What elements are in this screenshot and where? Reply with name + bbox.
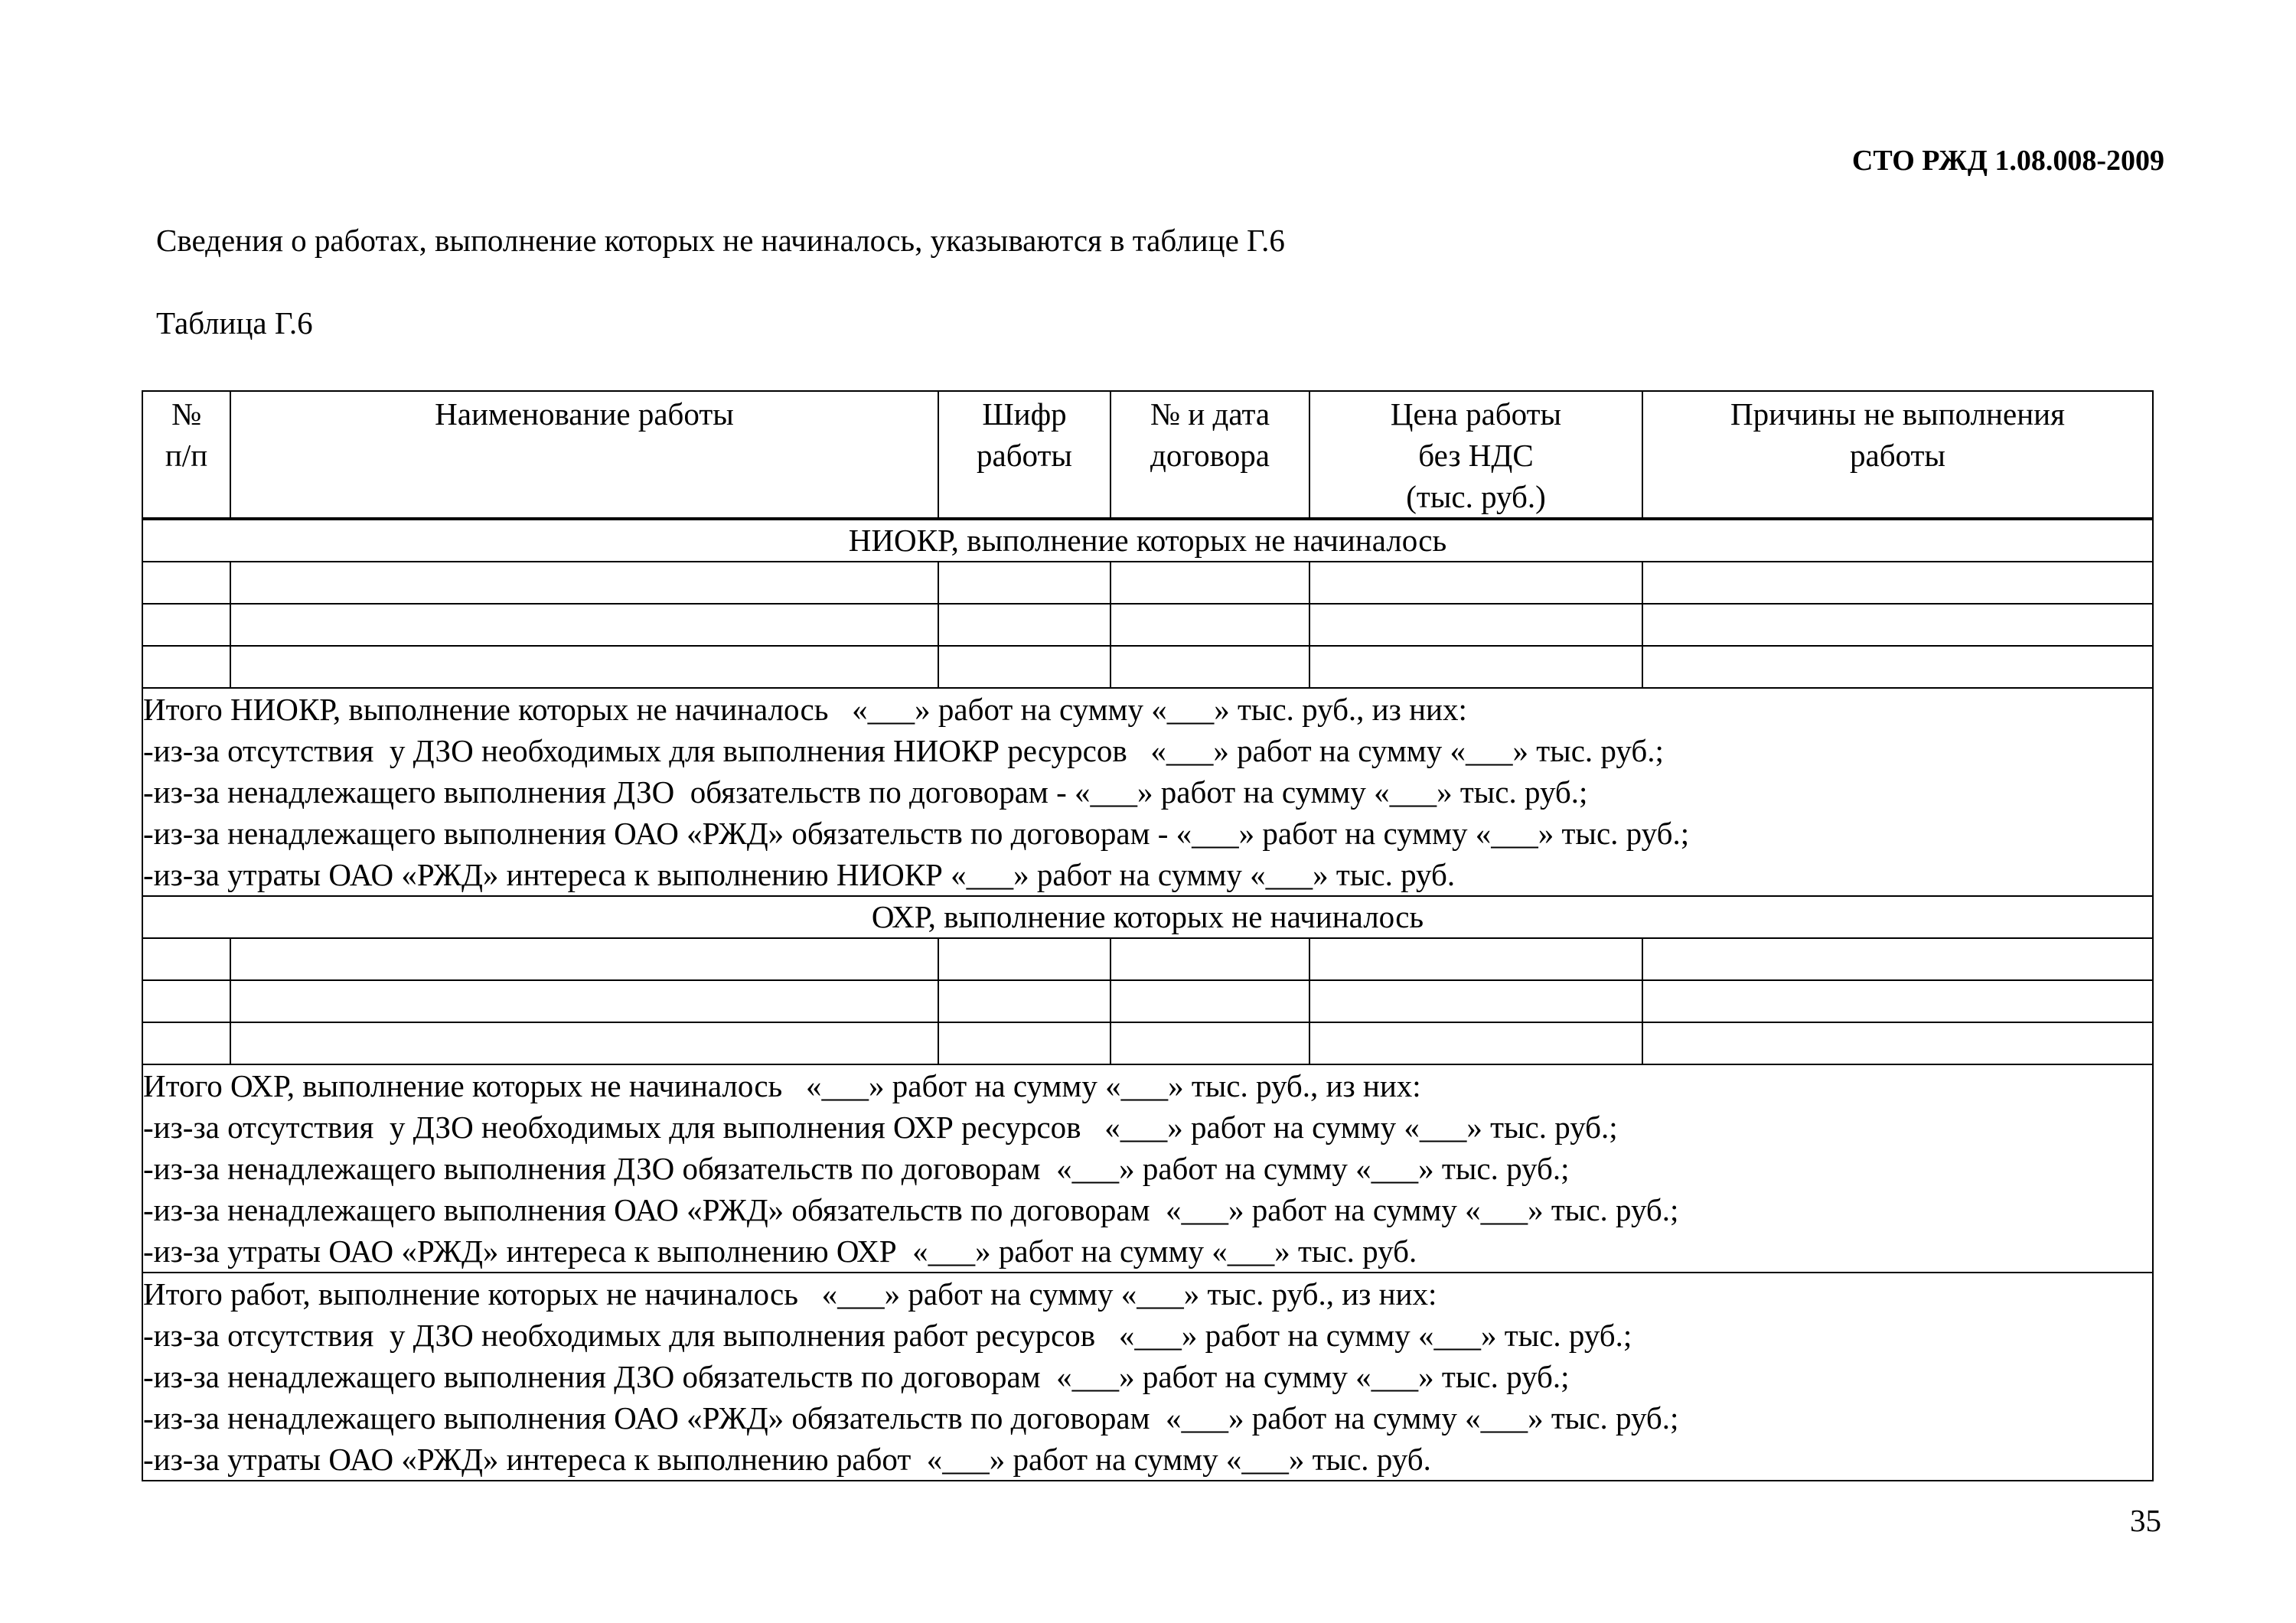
section-title: ОХР, выполнение которых не начиналось bbox=[142, 896, 2153, 938]
summary-cell bbox=[142, 688, 2153, 896]
table-cell[interactable] bbox=[1309, 1022, 1642, 1064]
column-header-work-code bbox=[938, 391, 1110, 519]
table-cell[interactable] bbox=[1642, 938, 2153, 980]
summary-line: -из-за утраты ОАО «РЖД» интереса к выполнению ОХР «___» работ на сумму «___» тыс. руб. bbox=[143, 1234, 1417, 1269]
header-line: Наименование работы bbox=[435, 396, 734, 432]
table-cell[interactable] bbox=[1309, 604, 1642, 646]
table-cell[interactable] bbox=[938, 1022, 1110, 1064]
table-cell[interactable] bbox=[1642, 562, 2153, 604]
page-number: 35 bbox=[2130, 1503, 2161, 1538]
table-cell[interactable] bbox=[1309, 938, 1642, 980]
document-code: СТО РЖД 1.08.008-2009 bbox=[1851, 145, 2164, 177]
table-cell[interactable] bbox=[1642, 646, 2153, 688]
table-caption: Таблица Г.6 bbox=[156, 305, 313, 341]
column-header-price bbox=[1309, 391, 1642, 519]
summary-line: Итого ОХР, выполнение которых не начиналось «___» работ на сумму «___» тыс. руб., из них: bbox=[143, 1068, 1421, 1103]
header-line: работы bbox=[977, 438, 1072, 473]
table-cell[interactable] bbox=[938, 604, 1110, 646]
table-cell[interactable] bbox=[1110, 1022, 1309, 1064]
table-cell[interactable] bbox=[938, 938, 1110, 980]
summary-line: -из-за ненадлежащего выполнения ДЗО обязательств по договорам «___» работ на сумму «___» тыс. руб.; bbox=[143, 1151, 1570, 1186]
summary-line: -из-за утраты ОАО «РЖД» интереса к выполнению работ «___» работ на сумму «___» тыс. руб. bbox=[143, 1442, 1431, 1477]
summary-line: -из-за ненадлежащего выполнения ОАО «РЖД» обязательств по договорам «___» работ на сумму «___» тыс. руб.; bbox=[143, 1192, 1679, 1227]
table-cell[interactable] bbox=[1110, 980, 1309, 1022]
summary-line: Итого НИОКР, выполнение которых не начиналось «___» работ на сумму «___» тыс. руб., из них: bbox=[143, 692, 1467, 727]
summary-row-ohr bbox=[142, 1064, 2153, 1273]
table-row bbox=[142, 980, 2153, 1022]
table-cell[interactable] bbox=[142, 938, 230, 980]
table-cell[interactable] bbox=[1642, 604, 2153, 646]
summary-cell bbox=[142, 1273, 2153, 1481]
table-cell[interactable] bbox=[1110, 938, 1309, 980]
section-title-row-ohr bbox=[142, 896, 2153, 938]
header-line: Шифр bbox=[982, 396, 1067, 432]
table-row bbox=[142, 562, 2153, 604]
header-line: без НДС bbox=[1418, 438, 1534, 473]
summary-row-total bbox=[142, 1273, 2153, 1481]
table-cell[interactable] bbox=[938, 646, 1110, 688]
column-header-number bbox=[142, 391, 230, 519]
table-row bbox=[142, 646, 2153, 688]
header-line: № и дата bbox=[1150, 396, 1270, 432]
table-cell[interactable] bbox=[230, 938, 938, 980]
header-line: Причины не выполнения bbox=[1730, 396, 2065, 432]
table-cell[interactable] bbox=[938, 980, 1110, 1022]
table-row bbox=[142, 604, 2153, 646]
column-header-work-name bbox=[230, 391, 938, 519]
summary-line: -из-за ненадлежащего выполнения ОАО «РЖД» обязательств по договорам «___» работ на сумму «___» тыс. руб.; bbox=[143, 1400, 1679, 1436]
summary-line: -из-за отсутствия у ДЗО необходимых для выполнения НИОКР ресурсов «___» работ на сумму «___» тыс. руб.; bbox=[143, 733, 1664, 768]
table-cell[interactable] bbox=[142, 980, 230, 1022]
header-line: договора bbox=[1150, 438, 1270, 473]
table-cell[interactable] bbox=[1110, 604, 1309, 646]
table-cell[interactable] bbox=[1309, 562, 1642, 604]
table-cell[interactable] bbox=[1642, 980, 2153, 1022]
table-row bbox=[142, 1022, 2153, 1064]
table-cell[interactable] bbox=[230, 646, 938, 688]
section-title-row-niokr bbox=[142, 519, 2153, 562]
table-cell[interactable] bbox=[142, 646, 230, 688]
summary-row-niokr bbox=[142, 688, 2153, 896]
table-cell[interactable] bbox=[230, 1022, 938, 1064]
header-line: работы bbox=[1850, 438, 1945, 473]
table-cell[interactable] bbox=[938, 562, 1110, 604]
header-line: Цена работы bbox=[1390, 396, 1562, 432]
header-line: № bbox=[171, 396, 202, 432]
intro-text: Сведения о работах, выполнение которых не начиналось, указываются в таблице Г.6 bbox=[156, 223, 1285, 258]
report-table bbox=[142, 390, 2154, 1481]
table-cell[interactable] bbox=[142, 1022, 230, 1064]
table-header-row bbox=[142, 391, 2153, 519]
table-cell[interactable] bbox=[142, 562, 230, 604]
summary-line: -из-за утраты ОАО «РЖД» интереса к выполнению НИОКР «___» работ на сумму «___» тыс. руб. bbox=[143, 857, 1456, 892]
table-cell[interactable] bbox=[230, 604, 938, 646]
table-cell[interactable] bbox=[1110, 646, 1309, 688]
table-cell[interactable] bbox=[230, 562, 938, 604]
summary-line: -из-за отсутствия у ДЗО необходимых для выполнения работ ресурсов «___» работ на сумму «___» тыс. руб.; bbox=[143, 1318, 1632, 1353]
table-cell[interactable] bbox=[142, 604, 230, 646]
summary-line: Итого работ, выполнение которых не начиналось «___» работ на сумму «___» тыс. руб., из них: bbox=[143, 1276, 1437, 1312]
table-cell[interactable] bbox=[1642, 1022, 2153, 1064]
table-cell[interactable] bbox=[1309, 980, 1642, 1022]
summary-cell bbox=[142, 1064, 2153, 1273]
header-line: (тыс. руб.) bbox=[1406, 479, 1546, 514]
table-cell[interactable] bbox=[1309, 646, 1642, 688]
summary-line: -из-за ненадлежащего выполнения ДЗО обязательств по договорам - «___» работ на сумму «___» тыс. руб.; bbox=[143, 774, 1588, 810]
summary-line: -из-за ненадлежащего выполнения ДЗО обязательств по договорам «___» работ на сумму «___» тыс. руб.; bbox=[143, 1359, 1570, 1394]
header-line: п/п bbox=[165, 438, 208, 473]
table-cell[interactable] bbox=[1110, 562, 1309, 604]
column-header-reasons bbox=[1642, 391, 2153, 519]
column-header-contract bbox=[1110, 391, 1309, 519]
summary-line: -из-за ненадлежащего выполнения ОАО «РЖД» обязательств по договорам - «___» работ на сумму «___» тыс. руб.; bbox=[143, 816, 1690, 851]
table-cell[interactable] bbox=[230, 980, 938, 1022]
table-row bbox=[142, 938, 2153, 980]
section-title: НИОКР, выполнение которых не начиналось bbox=[142, 519, 2153, 562]
summary-line: -из-за отсутствия у ДЗО необходимых для выполнения ОХР ресурсов «___» работ на сумму «___» тыс. руб.; bbox=[143, 1110, 1618, 1145]
